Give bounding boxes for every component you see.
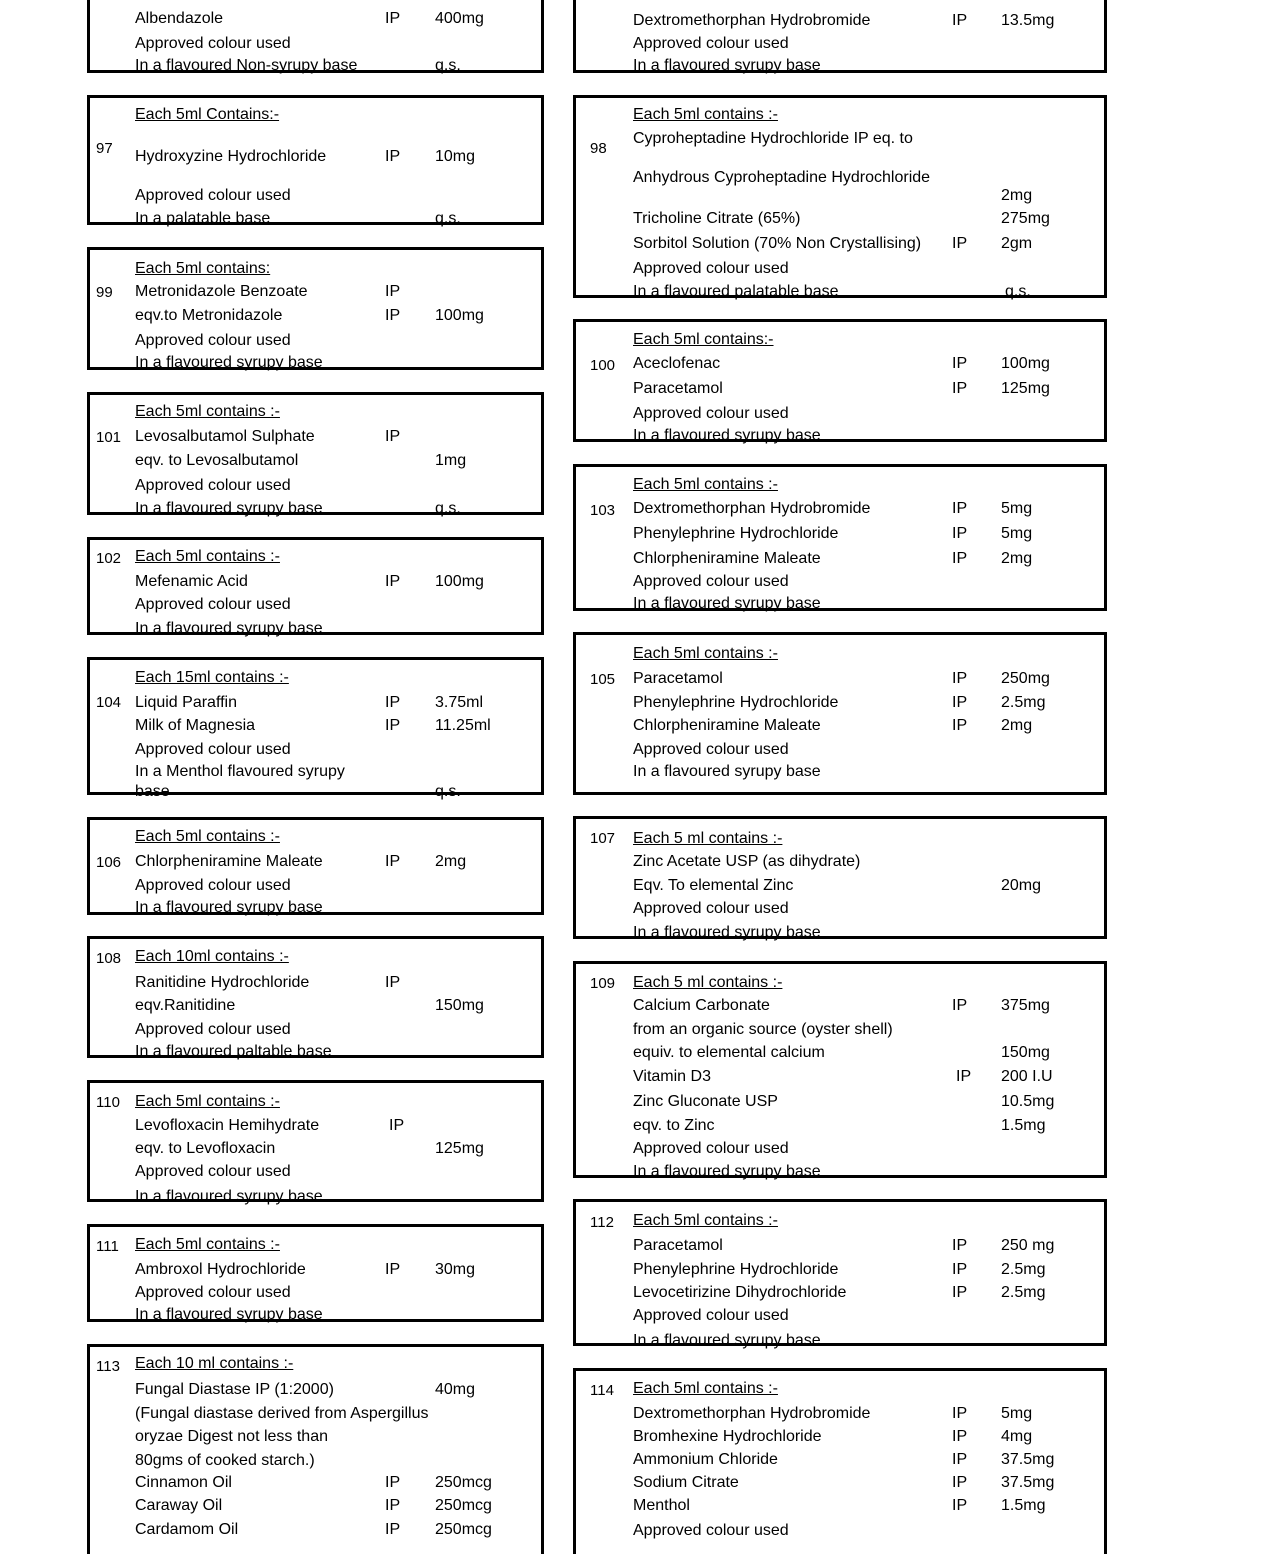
pharmacopoeia-standard: IP — [952, 997, 968, 1014]
ingredient-quantity: 200 I.U — [1001, 1068, 1053, 1085]
ingredient-name: eqv. to Levosalbutamol — [135, 452, 299, 469]
ingredient-name: Dextromethorphan Hydrobromide — [633, 500, 871, 517]
ingredient-name: Zinc Acetate USP (as dihydrate) — [633, 853, 861, 870]
ingredient-quantity: 150mg — [435, 997, 484, 1014]
ingredient-quantity: 1mg — [435, 452, 467, 469]
ingredient-name: In a flavoured syrupy base — [633, 57, 821, 74]
ingredient-name: Calcium Carbonate — [633, 997, 770, 1014]
ingredient-name: In a flavoured syrupy base — [633, 595, 821, 612]
pharmacopoeia-standard: IP — [952, 550, 968, 567]
ingredient-quantity: 150mg — [1001, 1044, 1050, 1061]
ingredient-quantity: 400mg — [435, 10, 484, 27]
ingredient-quantity: 250mcg — [435, 1497, 492, 1514]
ingredient-name: Sodium Citrate — [633, 1474, 739, 1491]
ingredient-name: Phenylephrine Hydrochloride — [633, 694, 839, 711]
pharmacopoeia-standard: IP — [385, 1261, 401, 1278]
product-number: 98 — [590, 140, 607, 157]
composition-header: Each 5ml contains :- — [135, 548, 280, 565]
ingredient-name: Hydroxyzine Hydrochloride — [135, 148, 327, 165]
pharmacopoeia-standard: IP — [385, 428, 401, 445]
pharmacopoeia-standard: IP — [952, 694, 968, 711]
ingredient-name: In a Menthol flavoured syrupy — [135, 763, 345, 780]
ingredient-quantity: 10mg — [435, 148, 476, 165]
product-number: 103 — [590, 502, 616, 519]
composition-header: Each 5ml contains:- — [633, 331, 774, 348]
ingredient-name: Paracetamol — [633, 1237, 723, 1254]
product-number: 109 — [590, 975, 616, 992]
composition-header: Each 5ml contains :- — [633, 1212, 778, 1229]
ingredient-name: Fungal Diastase IP (1:2000) — [135, 1381, 334, 1398]
product-number: 111 — [96, 1238, 119, 1255]
ingredient-quantity: 2.5mg — [1001, 1284, 1046, 1301]
ingredient-quantity: q.s. — [435, 500, 461, 517]
ingredient-name: In a flavoured syrupy base — [135, 620, 323, 637]
ingredient-name: In a flavoured syrupy base — [633, 1163, 821, 1180]
ingredient-quantity: 125mg — [435, 1140, 484, 1157]
ingredient-quantity: 250 mg — [1001, 1237, 1055, 1254]
ingredient-name: Anhydrous Cyproheptadine Hydrochloride — [633, 169, 931, 186]
pharmacopoeia-standard: IP — [385, 10, 401, 27]
ingredient-quantity: 5mg — [1001, 500, 1033, 517]
product-number: 112 — [590, 1214, 614, 1231]
pharmacopoeia-standard: IP — [385, 717, 401, 734]
ingredient-name: In a flavoured syrupy base — [135, 1188, 323, 1205]
ingredient-name: Approved colour used — [135, 877, 291, 894]
ingredient-name: Approved colour used — [135, 1021, 291, 1038]
product-number: 102 — [96, 550, 122, 567]
ingredient-name: In a flavoured syrupy base — [135, 500, 323, 517]
product-number: 100 — [590, 357, 616, 374]
product-number: 114 — [590, 1382, 614, 1399]
ingredient-name: Phenylephrine Hydrochloride — [633, 1261, 839, 1278]
pharmacopoeia-standard: IP — [385, 307, 401, 324]
ingredient-name: Approved colour used — [633, 35, 789, 52]
composition-header: Each 5 ml contains :- — [633, 830, 783, 847]
composition-header: Each 5ml contains :- — [135, 828, 280, 845]
ingredient-name: Metronidazole Benzoate — [135, 283, 308, 300]
ingredient-name: In a flavoured syrupy base — [135, 899, 323, 916]
ingredient-name: In a flavoured syrupy base — [135, 1306, 323, 1323]
pharmacopoeia-standard: IP — [385, 283, 401, 300]
product-number: 104 — [96, 694, 122, 711]
ingredient-quantity: 2mg — [1001, 550, 1033, 567]
ingredient-name: Approved colour used — [135, 741, 291, 758]
ingredient-name: Dextromethorphan Hydrobromide — [633, 1405, 871, 1422]
composition-header: Each 10 ml contains :- — [135, 1355, 294, 1372]
ingredient-name: Approved colour used — [135, 477, 291, 494]
product-number: 97 — [96, 140, 113, 157]
composition-header: Each 15ml contains :- — [135, 669, 289, 686]
pharmacopoeia-standard: IP — [952, 717, 968, 734]
ingredient-quantity: 125mg — [1001, 380, 1050, 397]
pharmacopoeia-standard: IP — [385, 1474, 401, 1491]
pharmacopoeia-standard: IP — [385, 853, 401, 870]
ingredient-quantity: 10.5mg — [1001, 1093, 1055, 1110]
pharmacopoeia-standard: IP — [952, 670, 968, 687]
ingredient-name: Milk of Magnesia — [135, 717, 256, 734]
ingredient-name: Approved colour used — [135, 187, 291, 204]
ingredient-quantity: 250mcg — [435, 1474, 492, 1491]
ingredient-name: Bromhexine Hydrochloride — [633, 1428, 822, 1445]
ingredient-name: base — [135, 783, 170, 800]
composition-header: Each 5ml contains :- — [135, 403, 280, 420]
ingredient-name: Eqv. To elemental Zinc — [633, 877, 794, 894]
ingredient-name: In a flavoured syrupy base — [633, 763, 821, 780]
ingredient-quantity: 3.75ml — [435, 694, 484, 711]
ingredient-quantity: 375mg — [1001, 997, 1050, 1014]
ingredient-name: oryzae Digest not less than — [135, 1428, 328, 1445]
ingredient-name: In a flavoured paltable base — [135, 1043, 332, 1060]
ingredient-name: Paracetamol — [633, 670, 723, 687]
composition-header: Each 5ml Contains:- — [135, 106, 280, 123]
pharmacopoeia-standard: IP — [385, 1497, 401, 1514]
ingredient-name: Menthol — [633, 1497, 690, 1514]
ingredient-name: Caraway Oil — [135, 1497, 223, 1514]
ingredient-name: equiv. to elemental calcium — [633, 1044, 825, 1061]
ingredient-quantity: 2mg — [1001, 717, 1033, 734]
ingredient-quantity: 100mg — [435, 307, 484, 324]
ingredient-name: Levocetirizine Dihydrochloride — [633, 1284, 847, 1301]
ingredient-quantity: 5mg — [1001, 525, 1033, 542]
pharmacopoeia-standard: IP — [952, 1261, 968, 1278]
ingredient-name: Approved colour used — [135, 332, 291, 349]
ingredient-name: In a flavoured Non-syrupy base — [135, 57, 358, 74]
ingredient-name: Chlorpheniramine Maleate — [633, 550, 821, 567]
ingredient-quantity: q.s. — [435, 57, 461, 74]
ingredient-name: eqv.to Metronidazole — [135, 307, 283, 324]
ingredient-quantity: q.s. — [435, 783, 461, 800]
ingredient-name: eqv. to Levofloxacin — [135, 1140, 276, 1157]
pharmacopoeia-standard: IP — [952, 525, 968, 542]
ingredient-name: In a flavoured syrupy base — [633, 427, 821, 444]
ingredient-name: Chlorpheniramine Maleate — [135, 853, 323, 870]
composition-header: Each 5ml contains: — [135, 260, 271, 277]
pharmacopoeia-standard: IP — [952, 1428, 968, 1445]
ingredient-quantity: 11.25ml — [435, 717, 491, 734]
composition-header: Each 5ml contains :- — [633, 1380, 778, 1397]
ingredient-name: Approved colour used — [135, 35, 291, 52]
product-number: 106 — [96, 854, 122, 871]
ingredient-name: Approved colour used — [633, 1522, 789, 1539]
pharmacopoeia-standard: IP — [952, 1237, 968, 1254]
ingredient-name: Approved colour used — [633, 405, 789, 422]
composition-header: Each 10ml contains :- — [135, 948, 289, 965]
pharmacopoeia-standard: IP — [952, 500, 968, 517]
ingredient-name: Aceclofenac — [633, 355, 721, 372]
ingredient-name: Mefenamic Acid — [135, 573, 248, 590]
composition-header: Each 5 ml contains :- — [633, 974, 783, 991]
ingredient-quantity: 40mg — [435, 1381, 476, 1398]
pharmacopoeia-standard: IP — [385, 148, 401, 165]
ingredient-quantity: 275mg — [1001, 210, 1050, 227]
ingredient-name: Levofloxacin Hemihydrate — [135, 1117, 320, 1134]
pharmacopoeia-standard: IP — [952, 355, 968, 372]
ingredient-name: eqv. to Zinc — [633, 1117, 715, 1134]
ingredient-quantity: 250mg — [1001, 670, 1050, 687]
ingredient-quantity: 2gm — [1001, 235, 1033, 252]
ingredient-quantity: 1.5mg — [1001, 1497, 1046, 1514]
ingredient-name: Cinnamon Oil — [135, 1474, 232, 1491]
pharmacopoeia-standard: IP — [952, 235, 968, 252]
composition-header: Each 5ml contains :- — [633, 106, 778, 123]
product-number: 110 — [96, 1094, 120, 1111]
product-number: 101 — [96, 429, 122, 446]
ingredient-name: Cyproheptadine Hydrochloride IP eq. to — [633, 130, 913, 147]
composition-header: Each 5ml contains :- — [633, 645, 778, 662]
ingredient-name: eqv.Ranitidine — [135, 997, 236, 1014]
ingredient-name: Chlorpheniramine Maleate — [633, 717, 821, 734]
ingredient-name: Ammonium Chloride — [633, 1451, 778, 1468]
pharmacopoeia-standard: IP — [385, 694, 401, 711]
ingredient-name: Zinc Gluconate USP — [633, 1093, 778, 1110]
ingredient-name: Approved colour used — [135, 1284, 291, 1301]
ingredient-name: Approved colour used — [135, 596, 291, 613]
ingredient-quantity: q.s. — [435, 210, 461, 227]
ingredient-name: Tricholine Citrate (65%) — [633, 210, 801, 227]
ingredient-name: Ranitidine Hydrochloride — [135, 974, 310, 991]
pharmacopoeia-standard: IP — [952, 12, 968, 29]
pharmacopoeia-standard: IP — [389, 1117, 405, 1134]
pharmacopoeia-standard: IP — [385, 573, 401, 590]
ingredient-quantity: 37.5mg — [1001, 1474, 1055, 1491]
pharmacopoeia-standard: IP — [952, 1284, 968, 1301]
product-number: 108 — [96, 950, 122, 967]
ingredient-quantity: 5mg — [1001, 1405, 1033, 1422]
ingredient-name: Dextromethorphan Hydrobromide — [633, 12, 871, 29]
product-number: 107 — [590, 830, 616, 847]
ingredient-quantity: 20mg — [1001, 877, 1042, 894]
pharmacopoeia-standard: IP — [952, 1451, 968, 1468]
ingredient-name: Levosalbutamol Sulphate — [135, 428, 315, 445]
ingredient-quantity: 250mcg — [435, 1521, 492, 1538]
ingredient-name: Vitamin D3 — [633, 1068, 711, 1085]
ingredient-quantity: 2mg — [1001, 187, 1033, 204]
ingredient-name: 80gms of cooked starch.) — [135, 1452, 315, 1469]
ingredient-quantity: 100mg — [1001, 355, 1050, 372]
ingredient-quantity: 4mg — [1001, 1428, 1033, 1445]
ingredient-name: In a flavoured syrupy base — [633, 924, 821, 941]
ingredient-name: Approved colour used — [633, 573, 789, 590]
ingredient-name: Approved colour used — [633, 741, 789, 758]
product-number: 105 — [590, 671, 616, 688]
composition-header: Each 5ml contains :- — [135, 1236, 280, 1253]
ingredient-name: Ambroxol Hydrochloride — [135, 1261, 306, 1278]
ingredient-quantity: 30mg — [435, 1261, 476, 1278]
pharmacopoeia-standard: IP — [952, 1497, 968, 1514]
ingredient-name: Approved colour used — [633, 260, 789, 277]
ingredient-quantity: 13.5mg — [1001, 12, 1055, 29]
ingredient-name: In a flavoured palatable base — [633, 283, 839, 300]
pharmacopoeia-standard: IP — [956, 1068, 972, 1085]
composition-header: Each 5ml contains :- — [633, 476, 778, 493]
ingredient-name: In a palatable base — [135, 210, 271, 227]
ingredient-quantity: q.s. — [1005, 283, 1031, 300]
ingredient-name: In a flavoured syrupy base — [633, 1332, 821, 1349]
ingredient-name: Approved colour used — [633, 1140, 789, 1157]
ingredient-quantity: 37.5mg — [1001, 1451, 1055, 1468]
ingredient-name: Liquid Paraffin — [135, 694, 237, 711]
ingredient-name: (Fungal diastase derived from Aspergillus — [135, 1405, 429, 1422]
ingredient-name: In a flavoured syrupy base — [135, 354, 323, 371]
ingredient-name: Paracetamol — [633, 380, 723, 397]
pharmacopoeia-standard: IP — [385, 974, 401, 991]
product-number: 113 — [96, 1358, 120, 1375]
pharmacopoeia-standard: IP — [952, 1405, 968, 1422]
product-number: 99 — [96, 284, 113, 301]
ingredient-quantity: 100mg — [435, 573, 484, 590]
ingredient-name: from an organic source (oyster shell) — [633, 1021, 893, 1038]
ingredient-quantity: 2mg — [435, 853, 467, 870]
ingredient-name: Sorbitol Solution (70% Non Crystallising) — [633, 235, 922, 252]
pharmacopoeia-standard: IP — [952, 1474, 968, 1491]
ingredient-name: Approved colour used — [633, 900, 789, 917]
composition-header: Each 5ml contains :- — [135, 1093, 280, 1110]
ingredient-name: Albendazole — [135, 10, 224, 27]
ingredient-quantity: 2.5mg — [1001, 1261, 1046, 1278]
ingredient-name: Approved colour used — [135, 1163, 291, 1180]
ingredient-name: Cardamom Oil — [135, 1521, 239, 1538]
ingredient-name: Approved colour used — [633, 1307, 789, 1324]
ingredient-name: Phenylephrine Hydrochloride — [633, 525, 839, 542]
pharmacopoeia-standard: IP — [952, 380, 968, 397]
pharmacopoeia-standard: IP — [385, 1521, 401, 1538]
ingredient-quantity: 1.5mg — [1001, 1117, 1046, 1134]
ingredient-quantity: 2.5mg — [1001, 694, 1046, 711]
